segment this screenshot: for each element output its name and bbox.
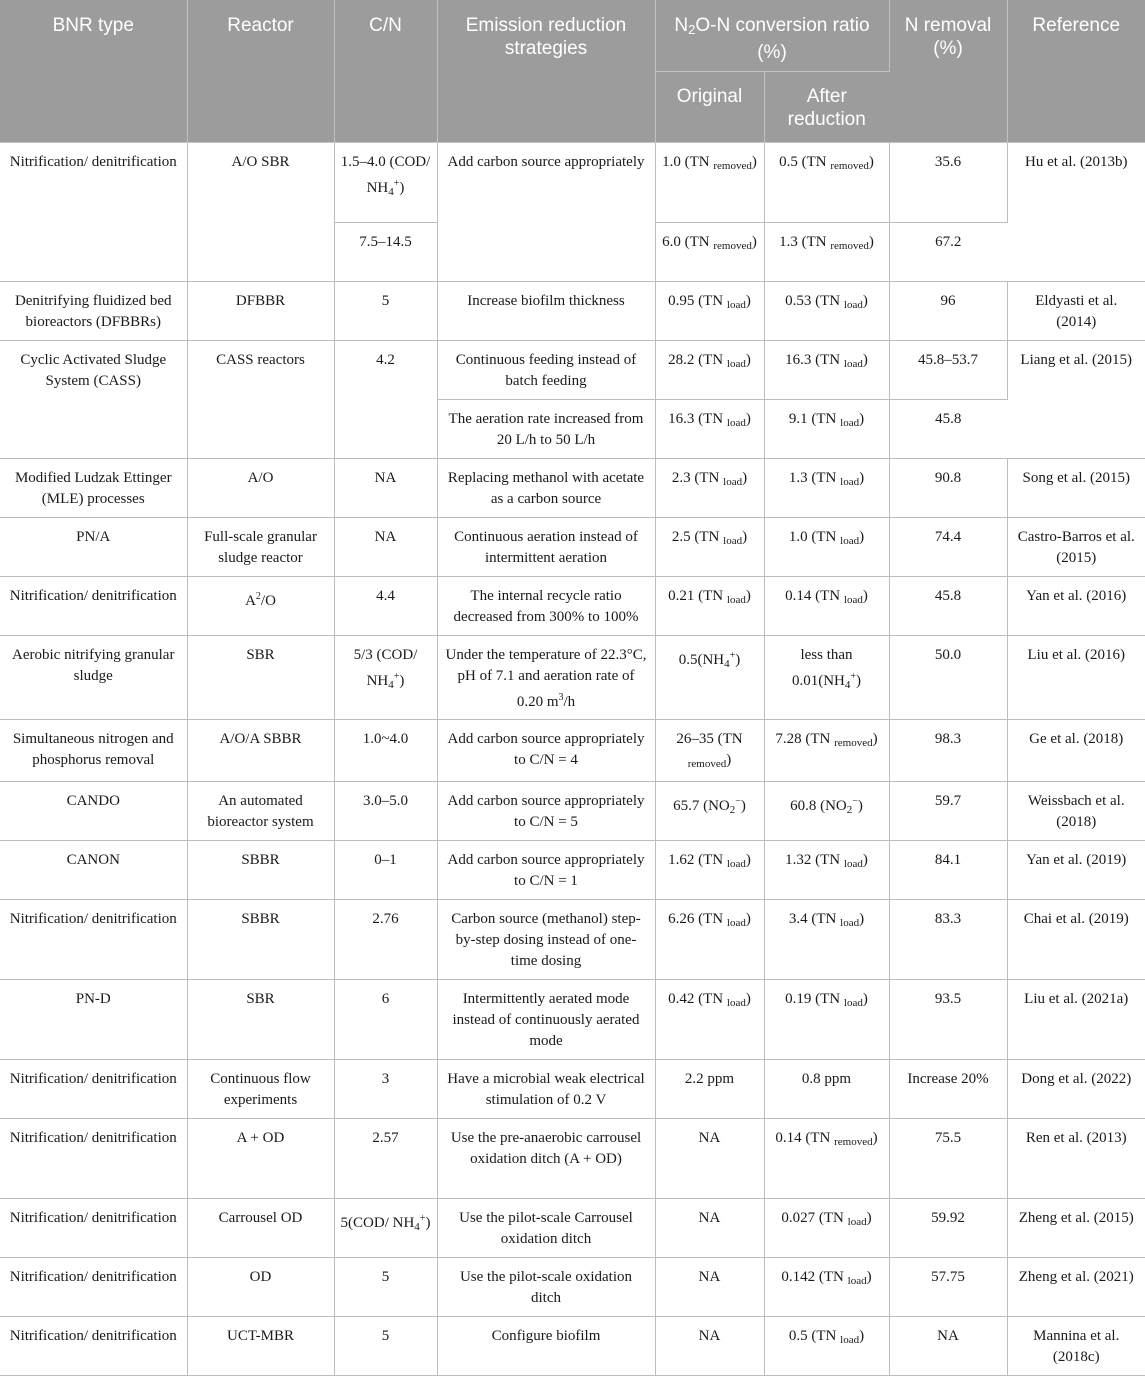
table-row bbox=[0, 1316, 1145, 1375]
table-row bbox=[0, 899, 1145, 979]
original-cell: 0.21 (TN $_{load}$) bbox=[655, 576, 764, 635]
reference-cell: Ge et al. (2018) bbox=[1007, 719, 1145, 781]
reactor-cell: OD bbox=[187, 1257, 334, 1316]
cn-cell: 1.5–4.0 (COD/ $NH_4^+$) bbox=[334, 142, 437, 222]
n-removal-cell: 45.8–53.7 bbox=[889, 340, 1007, 399]
reference-cell: Eldyasti et al. (2014) bbox=[1007, 281, 1145, 340]
n-removal-cell: 90.8 bbox=[889, 458, 1007, 517]
bnr-type-cell: Nitrification/ denitrification bbox=[0, 142, 187, 281]
bnr-type-cell: Simultaneous nitrogen and phosphorus removal bbox=[0, 719, 187, 781]
cn-cell: 3 bbox=[334, 1059, 437, 1118]
table-row bbox=[0, 340, 1145, 399]
header-reactor: Reactor bbox=[187, 0, 334, 142]
original-cell: NA bbox=[655, 1257, 764, 1316]
reactor-cell: DFBBR bbox=[187, 281, 334, 340]
strategy-cell: Replacing methanol with acetate as a carbon source bbox=[437, 458, 655, 517]
cn-cell: 5/3 (COD/ $NH_4^+$) bbox=[334, 635, 437, 719]
bnr-type-cell: Nitrification/ denitrification bbox=[0, 1257, 187, 1316]
header-original: Original bbox=[655, 71, 764, 142]
n-removal-cell: 74.4 bbox=[889, 517, 1007, 576]
strategy-cell: Add carbon source appropriately to C/N = 1 bbox=[437, 840, 655, 899]
n-removal-cell: 84.1 bbox=[889, 840, 1007, 899]
after-reduction-cell: 7.28 (TN $_{removed}$) bbox=[764, 719, 889, 781]
original-cell: 2.5 (TN $_{load}$) bbox=[655, 517, 764, 576]
n-removal-cell: 50.0 bbox=[889, 635, 1007, 719]
strategy-cell: The aeration rate increased from 20 L/h to 50 L/h bbox=[437, 399, 655, 458]
after-reduction-cell: 1.32 (TN $_{load}$) bbox=[764, 840, 889, 899]
cn-cell: 5 bbox=[334, 281, 437, 340]
original-cell: 2.3 (TN $_{load}$) bbox=[655, 458, 764, 517]
original-cell: 26–35 (TN $_{removed}$) bbox=[655, 719, 764, 781]
strategy-cell: Increase biofilm thickness bbox=[437, 281, 655, 340]
n-removal-cell: 98.3 bbox=[889, 719, 1007, 781]
header-conversion-ratio: $N_2O-N$ conversion ratio (%) bbox=[655, 0, 889, 71]
reactor-cell: A + OD bbox=[187, 1118, 334, 1198]
n-removal-cell: 57.75 bbox=[889, 1257, 1007, 1316]
reactor-cell: CASS reactors bbox=[187, 340, 334, 458]
table-row bbox=[0, 1059, 1145, 1118]
strategy-cell: Add carbon source appropriately to C/N = 5 bbox=[437, 781, 655, 840]
reactor-cell: A/O SBR bbox=[187, 142, 334, 281]
after-reduction-cell: 0.027 (TN $_{load}$) bbox=[764, 1198, 889, 1257]
after-reduction-cell: 9.1 (TN $_{load}$) bbox=[764, 399, 889, 458]
reference-cell: Hu et al. (2013b) bbox=[1007, 142, 1145, 281]
reactor-cell: A/O/A SBBR bbox=[187, 719, 334, 781]
reference-cell: Liu et al. (2021a) bbox=[1007, 979, 1145, 1059]
original-cell: NA bbox=[655, 1316, 764, 1375]
after-reduction-cell: less than $0.01(NH_4^+)$ bbox=[764, 635, 889, 719]
after-reduction-cell: 3.4 (TN $_{load}$) bbox=[764, 899, 889, 979]
table-row bbox=[0, 781, 1145, 840]
n-removal-cell: 45.8 bbox=[889, 399, 1007, 458]
cn-cell: 0–1 bbox=[334, 840, 437, 899]
after-reduction-cell: 16.3 (TN $_{load}$) bbox=[764, 340, 889, 399]
reactor-cell: SBR bbox=[187, 635, 334, 719]
header-strategies: Emission reduction strategies bbox=[437, 0, 655, 142]
cn-cell: 2.57 bbox=[334, 1118, 437, 1198]
original-cell: 6.0 (TN $_{removed}$) bbox=[655, 222, 764, 281]
bnr-type-cell: Nitrification/ denitrification bbox=[0, 1118, 187, 1198]
reference-cell: Zheng et al. (2021) bbox=[1007, 1257, 1145, 1316]
cn-cell: 1.0~4.0 bbox=[334, 719, 437, 781]
after-reduction-cell: 0.14 (TN $_{load}$) bbox=[764, 576, 889, 635]
reference-cell: Yan et al. (2019) bbox=[1007, 840, 1145, 899]
original-cell: 28.2 (TN $_{load}$) bbox=[655, 340, 764, 399]
table-row bbox=[0, 576, 1145, 635]
original-cell: 1.0 (TN $_{removed}$) bbox=[655, 142, 764, 222]
reactor-cell: SBR bbox=[187, 979, 334, 1059]
n-removal-cell: 35.6 bbox=[889, 142, 1007, 222]
cn-cell: 4.4 bbox=[334, 576, 437, 635]
bnr-type-cell: Nitrification/ denitrification bbox=[0, 1059, 187, 1118]
reactor-cell: A/O bbox=[187, 458, 334, 517]
cn-cell: 5 bbox=[334, 1257, 437, 1316]
strategy-cell: Continuous aeration instead of intermittent aeration bbox=[437, 517, 655, 576]
original-cell: 0.95 (TN $_{load}$) bbox=[655, 281, 764, 340]
cn-cell: NA bbox=[334, 517, 437, 576]
reference-cell: Castro-Barros et al. (2015) bbox=[1007, 517, 1145, 576]
reference-cell: Song et al. (2015) bbox=[1007, 458, 1145, 517]
strategy-cell: Use the pre-anaerobic carrousel oxidation ditch (A + OD) bbox=[437, 1118, 655, 1198]
n-removal-cell: Increase 20% bbox=[889, 1059, 1007, 1118]
bnr-type-cell: Nitrification/ denitrification bbox=[0, 1316, 187, 1375]
bnr-type-cell: Cyclic Activated Sludge System (CASS) bbox=[0, 340, 187, 458]
after-reduction-cell: 0.53 (TN $_{load}$) bbox=[764, 281, 889, 340]
cn-cell: 5(COD/ $NH_4^+$) bbox=[334, 1198, 437, 1257]
strategy-cell: The internal recycle ratio decreased from 300% to 100% bbox=[437, 576, 655, 635]
table-row bbox=[0, 979, 1145, 1059]
strategy-cell: Add carbon source appropriately bbox=[437, 142, 655, 281]
reactor-cell: Continuous flow experiments bbox=[187, 1059, 334, 1118]
header-after-reduction: After reduction bbox=[764, 71, 889, 142]
header-reference: Reference bbox=[1007, 0, 1145, 142]
cn-cell: 5 bbox=[334, 1316, 437, 1375]
table-row bbox=[0, 635, 1145, 719]
header-n-removal: N removal (%) bbox=[889, 0, 1007, 142]
after-reduction-cell: 1.0 (TN $_{load}$) bbox=[764, 517, 889, 576]
strategy-cell: Add carbon source appropriately to C/N = 4 bbox=[437, 719, 655, 781]
after-reduction-cell: 0.5 (TN $_{removed}$) bbox=[764, 142, 889, 222]
reactor-cell: SBBR bbox=[187, 899, 334, 979]
header-cn: C/N bbox=[334, 0, 437, 142]
reactor-cell: SBBR bbox=[187, 840, 334, 899]
original-cell: 2.2 ppm bbox=[655, 1059, 764, 1118]
n-removal-cell: NA bbox=[889, 1316, 1007, 1375]
table-row bbox=[0, 517, 1145, 576]
n-removal-cell: 45.8 bbox=[889, 576, 1007, 635]
after-reduction-cell: 0.5 (TN $_{load}$) bbox=[764, 1316, 889, 1375]
table-row bbox=[0, 1118, 1145, 1198]
table-row bbox=[0, 281, 1145, 340]
bnr-type-cell: Aerobic nitrifying granular sludge bbox=[0, 635, 187, 719]
strategy-cell: Use the pilot-scale Carrousel oxidation ditch bbox=[437, 1198, 655, 1257]
reactor-cell: An automated bioreactor system bbox=[187, 781, 334, 840]
n-removal-cell: 59.92 bbox=[889, 1198, 1007, 1257]
reactor-cell: $A^2/O$ bbox=[187, 576, 334, 635]
n-removal-cell: 83.3 bbox=[889, 899, 1007, 979]
n-removal-cell: 59.7 bbox=[889, 781, 1007, 840]
reactor-cell: UCT-MBR bbox=[187, 1316, 334, 1375]
original-cell: NA bbox=[655, 1118, 764, 1198]
strategy-cell: Configure biofilm bbox=[437, 1316, 655, 1375]
after-reduction-cell: 1.3 (TN $_{load}$) bbox=[764, 458, 889, 517]
bnr-type-cell: Nitrification/ denitrification bbox=[0, 899, 187, 979]
bnr-type-cell: PN-D bbox=[0, 979, 187, 1059]
after-reduction-cell: 0.142 (TN $_{load}$) bbox=[764, 1257, 889, 1316]
reference-cell: Liu et al. (2016) bbox=[1007, 635, 1145, 719]
reference-cell: Weissbach et al. (2018) bbox=[1007, 781, 1145, 840]
table-row bbox=[0, 1198, 1145, 1257]
reference-cell: Liang et al. (2015) bbox=[1007, 340, 1145, 458]
reactor-cell: Carrousel OD bbox=[187, 1198, 334, 1257]
cn-cell: 3.0–5.0 bbox=[334, 781, 437, 840]
strategy-cell: Continuous feeding instead of batch feeding bbox=[437, 340, 655, 399]
original-cell: $0.5(NH_4^+)$ bbox=[655, 635, 764, 719]
after-reduction-cell: 0.19 (TN $_{load}$) bbox=[764, 979, 889, 1059]
cn-cell: 4.2 bbox=[334, 340, 437, 458]
n-removal-cell: 93.5 bbox=[889, 979, 1007, 1059]
original-cell: 0.42 (TN $_{load}$) bbox=[655, 979, 764, 1059]
bnr-type-cell: CANON bbox=[0, 840, 187, 899]
original-cell: 6.26 (TN $_{load}$) bbox=[655, 899, 764, 979]
strategy-cell: Have a microbial weak electrical stimulation of 0.2 V bbox=[437, 1059, 655, 1118]
n-removal-cell: 67.2 bbox=[889, 222, 1007, 281]
reference-cell: Yan et al. (2016) bbox=[1007, 576, 1145, 635]
strategy-cell: Carbon source (methanol) step-by-step dosing instead of one-time dosing bbox=[437, 899, 655, 979]
strategy-cell: Under the temperature of 22.3°C, pH of 7.1 and aeration rate of 0.20 $m^3/h$ bbox=[437, 635, 655, 719]
original-cell: 65.7 $(NO_2^-)$ bbox=[655, 781, 764, 840]
table-row bbox=[0, 719, 1145, 781]
cn-cell: 7.5–14.5 bbox=[334, 222, 437, 281]
reference-cell: Chai et al. (2019) bbox=[1007, 899, 1145, 979]
reactor-cell: Full-scale granular sludge reactor bbox=[187, 517, 334, 576]
original-cell: 16.3 (TN $_{load}$) bbox=[655, 399, 764, 458]
original-cell: NA bbox=[655, 1198, 764, 1257]
table-row bbox=[0, 142, 1145, 222]
after-reduction-cell: 0.8 ppm bbox=[764, 1059, 889, 1118]
reference-cell: Mannina et al. (2018c) bbox=[1007, 1316, 1145, 1375]
bnr-type-cell: PN/A bbox=[0, 517, 187, 576]
bnr-type-cell: Nitrification/ denitrification bbox=[0, 576, 187, 635]
cn-cell: NA bbox=[334, 458, 437, 517]
table-row bbox=[0, 840, 1145, 899]
bnr-type-cell: Denitrifying fluidized bed bioreactors (DFBBRs) bbox=[0, 281, 187, 340]
table-row bbox=[0, 1257, 1145, 1316]
table-row bbox=[0, 458, 1145, 517]
bnr-type-cell: Modified Ludzak Ettinger (MLE) processes bbox=[0, 458, 187, 517]
header-bnr-type: BNR type bbox=[0, 0, 187, 142]
reference-cell: Zheng et al. (2015) bbox=[1007, 1198, 1145, 1257]
n-removal-cell: 96 bbox=[889, 281, 1007, 340]
strategy-cell: Intermittently aerated mode instead of continuously aerated mode bbox=[437, 979, 655, 1059]
after-reduction-cell: 1.3 (TN $_{removed}$) bbox=[764, 222, 889, 281]
after-reduction-cell: 60.8 $(NO_2^-)$ bbox=[764, 781, 889, 840]
after-reduction-cell: 0.14 (TN $_{removed}$) bbox=[764, 1118, 889, 1198]
reference-cell: Dong et al. (2022) bbox=[1007, 1059, 1145, 1118]
n-removal-cell: 75.5 bbox=[889, 1118, 1007, 1198]
bnr-type-cell: CANDO bbox=[0, 781, 187, 840]
bnr-type-cell: Nitrification/ denitrification bbox=[0, 1198, 187, 1257]
reference-cell: Ren et al. (2013) bbox=[1007, 1118, 1145, 1198]
cn-cell: 6 bbox=[334, 979, 437, 1059]
original-cell: 1.62 (TN $_{load}$) bbox=[655, 840, 764, 899]
cn-cell: 2.76 bbox=[334, 899, 437, 979]
strategy-cell: Use the pilot-scale oxidation ditch bbox=[437, 1257, 655, 1316]
